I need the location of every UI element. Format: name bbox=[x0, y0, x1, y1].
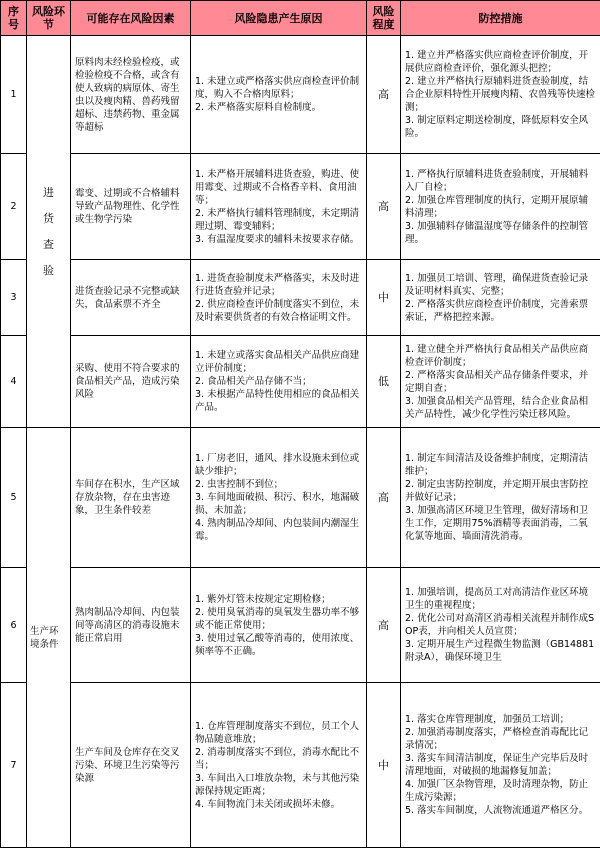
header-link: 风险环节 bbox=[27, 1, 71, 36]
table-row bbox=[1, 428, 600, 568]
risk-cause: 1. 仓库管理制度落实不到位，员工个人物品随意堆放； 2. 消毒制度落实不到位，消毒水配比不当； 3. 车间出入口堆放杂物，未与其他污染源保持规定距离； 4. 车间物流门未关闭或损坏未修。 bbox=[191, 683, 367, 848]
row-number: 1 bbox=[1, 36, 27, 154]
risk-factor: 采购、使用不符合要求的食品相关产品，造成污染风险 bbox=[71, 336, 191, 428]
header-measures: 防控措施 bbox=[401, 1, 600, 36]
risk-level: 高 bbox=[367, 428, 401, 568]
risk-level: 中 bbox=[367, 683, 401, 848]
risk-factor: 进货查验记录不完整或缺失，食品索票不齐全 bbox=[71, 260, 191, 336]
risk-cause: 1. 未建立或严格落实供应商检查评价制度，购入不合格肉原料； 2. 未严格落实原料自检制度。 bbox=[191, 36, 367, 154]
risk-cause: 1. 厂房老旧，通风、排水设施未到位或缺少维护； 2. 虫害控制不到位； 3. 车间地面破损、积污、积水，地漏破损、未加盖； 4. 熟肉制品冷却间、内包装间内潮湿生霉。 bbox=[191, 428, 367, 568]
header-cause: 风险隐患产生原因 bbox=[191, 1, 367, 36]
risk-level: 高 bbox=[367, 154, 401, 260]
table-header-row bbox=[1, 1, 600, 36]
risk-link-procurement bbox=[27, 36, 71, 428]
risk-level: 低 bbox=[367, 336, 401, 428]
header-level: 风险程度 bbox=[367, 1, 401, 36]
row-number: 7 bbox=[1, 683, 27, 848]
risk-cause: 1. 进货查验制度未严格落实，未及时进行进货查验并记录； 2. 供应商检查评价制度落实不到位，未及时索要供货者的有效合格证明文件。 bbox=[191, 260, 367, 336]
row-number: 2 bbox=[1, 154, 27, 260]
risk-cause: 1. 未严格开展辅料进货查验，购进、使用霉变、过期或不合格香辛料、食用油等； 2. 未严格执行辅料管理制度，未定期清理过期、霉变辅料； 3. 有温湿度要求的辅料未按要求存储。 bbox=[191, 154, 367, 260]
header-factor: 可能存在风险因素 bbox=[71, 1, 191, 36]
risk-factor: 熟肉制品冷却间、内包装间等高清区的消毒设施未能正常启用 bbox=[71, 568, 191, 683]
row-number: 6 bbox=[1, 568, 27, 683]
row-number: 4 bbox=[1, 336, 27, 428]
risk-factor: 车间存在积水，生产区域存放杂物，存在虫害迹象，卫生条件较差 bbox=[71, 428, 191, 568]
table-row bbox=[1, 260, 600, 336]
risk-cause: 1. 紫外灯管未按规定定期检修； 2. 使用臭氧消毒的臭氧发生器功率不够或不能正常使用； 3. 使用过氧乙酸等消毒的，使用浓度、频率等不正确。 bbox=[191, 568, 367, 683]
control-measures: 1. 落实仓库管理制度，加强员工培训； 2. 加强消毒制度落实，严格检查消毒配比记录情况； 3. 落实车间清洁制度，保证生产完毕后及时清理地面，对破损的地漏修复加盖； 4. 加强厂区杂物管理，及时清理杂物，防止生成污染源； 5. 落实车间制度，人流物流通道严格区分。 bbox=[401, 683, 600, 848]
risk-level: 高 bbox=[367, 568, 401, 683]
table-row bbox=[1, 568, 600, 683]
risk-link-label: 进货查验 bbox=[43, 185, 54, 277]
table-row bbox=[1, 683, 600, 848]
risk-factor: 霉变、过期或不合格辅料导致产品物理性、化学性或生物学污染 bbox=[71, 154, 191, 260]
risk-cause: 1. 未建立或落实食品相关产品供应商建立评价制度； 2. 食品相关产品存储不当； 3. 未根据产品特性使用相应的食品相关产品。 bbox=[191, 336, 367, 428]
header-num: 序号 bbox=[1, 1, 27, 36]
row-number: 3 bbox=[1, 260, 27, 336]
row-number: 5 bbox=[1, 428, 27, 568]
table-row bbox=[1, 154, 600, 260]
table-row bbox=[1, 36, 600, 154]
risk-link-environment: 生产环境条件 bbox=[27, 428, 71, 848]
risk-factor: 原料肉未经检验检疫，或检验检疫不合格，或含有使人致病的病原体、寄生虫以及瘦肉精、兽药残留超标、违禁药物、重金属等超标 bbox=[71, 36, 191, 154]
risk-level: 高 bbox=[367, 36, 401, 154]
control-measures: 1. 建立健全并严格执行食品相关产品供应商检查评价制度； 2. 严格落实食品相关产品存储条件要求，并定期自查； 3. 加强食品相关产品管理，结合企业食品相关产品特性，减少化学性污染迁移风险。 bbox=[401, 336, 600, 428]
control-measures: 1. 加强员工培训、管理，确保进货查验记录及证明材料真实、完整； 2. 严格落实供应商检查评价制度，完善索票索证，严格把控来源。 bbox=[401, 260, 600, 336]
control-measures: 1. 制定车间清洁及设备维护制度，定期清洁维护； 2. 制定虫害防控制度，并定期开展虫害防控并做好记录； 3. 加强高清区环境卫生管理，做好清场和卫生工作，定期用75%酒精等表面消毒，二氧化氯等地面、墙面清洗消毒。 bbox=[401, 428, 600, 568]
control-measures: 1. 严格执行原辅料进货查验制度，开展辅料入厂自检； 2. 加强仓库管理制度的执行，定期开展原辅料清理； 3. 加强辅料存储温湿度等存储条件的控制管理。 bbox=[401, 154, 600, 260]
risk-level: 中 bbox=[367, 260, 401, 336]
table-row bbox=[1, 336, 600, 428]
control-measures: 1. 建立并严格落实供应商检查评价制度，开展供应商检查评价，强化源头把控； 2. 建立并严格执行原辅料进货查验制度，结合企业原料特性开展瘦肉精、农兽残等快速检测； 3. 制定原料定期送检制度，降低原料安全风险。 bbox=[401, 36, 600, 154]
risk-factor: 生产车间及仓库存在交叉污染、环境卫生污染等污染源 bbox=[71, 683, 191, 848]
control-measures: 1. 加强培训，提高员工对高清洁作业区环境卫生的重视程度； 2. 优化公司对高清区消毒相关流程并制作成SOP表，并向相关人员宣贯； 3. 定期开展生产过程微生物监测（GB14881附录A），确保环境卫生 bbox=[401, 568, 600, 683]
